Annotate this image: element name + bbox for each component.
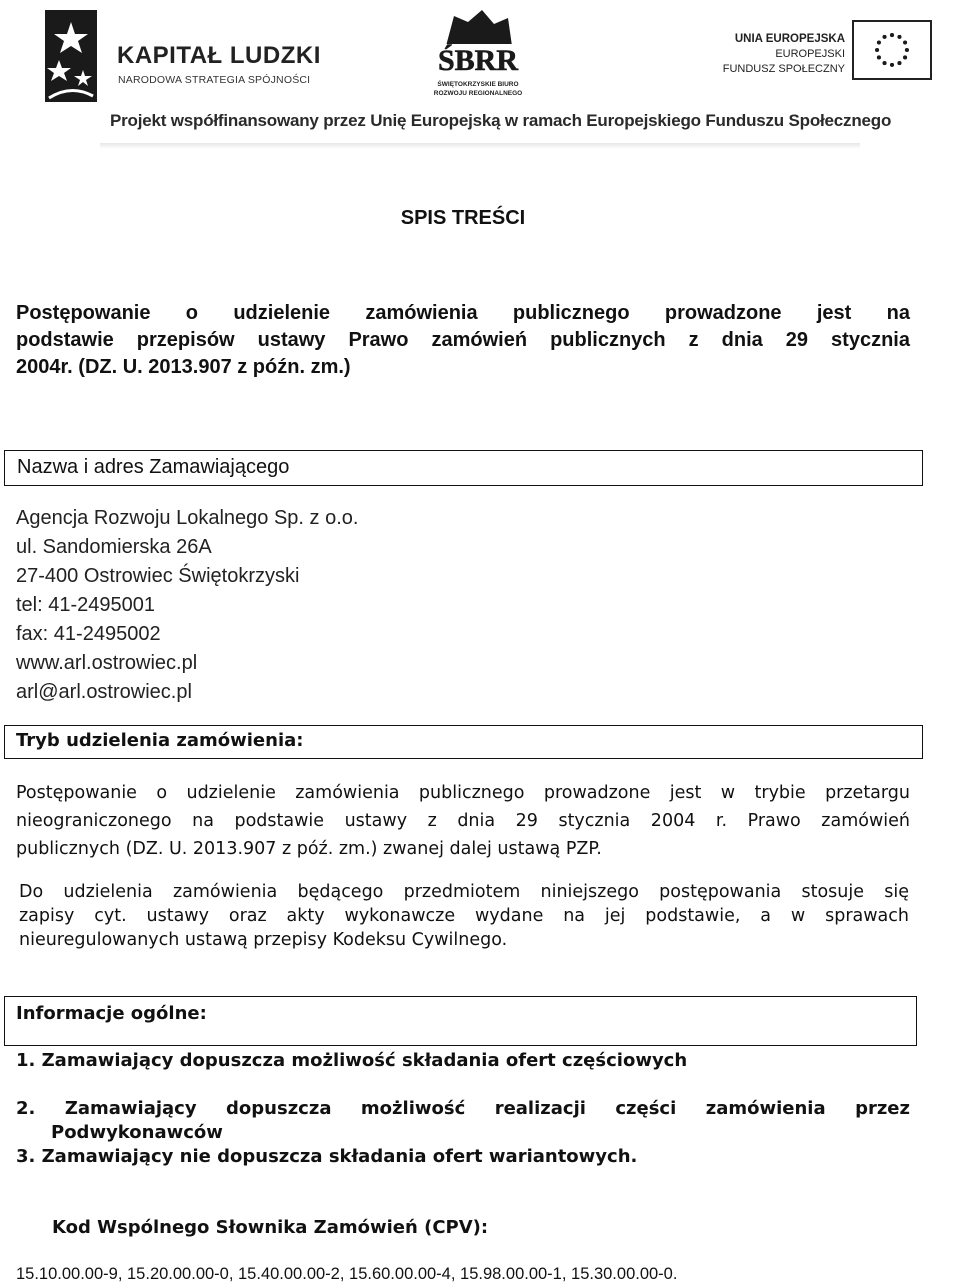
- header-divider: [100, 143, 860, 149]
- address-line: ul. Sandomierska 26A: [16, 536, 212, 558]
- cofinancing-statement: Projekt współfinansowany przez Unię Europejską w ramach Europejskiego Funduszu Społecznego: [110, 111, 892, 130]
- section-heading-box-contracting-authority: [4, 450, 923, 486]
- kapital-ludzki-emblem-icon: [45, 10, 97, 102]
- address-line: www.arl.ostrowiec.pl: [16, 652, 198, 674]
- cpv-codes: 15.10.00.00-9, 15.20.00.00-0, 15.40.00.00-2, 15.60.00.00-4, 15.98.00.00-1, 15.30.00.00-0.: [16, 1265, 678, 1283]
- contracting-authority-address: [16, 504, 358, 707]
- section-heading-box-procedure: [4, 725, 923, 759]
- applicable-law-line: zapisy cyt. ustawy oraz akty wykonawcze wydane na jej podstawie, a w sprawach: [19, 906, 909, 926]
- applicable-law-line: nieuregulowanych ustawą przepisy Kodeksu Cywilnego.: [19, 930, 508, 950]
- sbrr-logo: [428, 8, 528, 100]
- general-info-item-2-line-2: Podwykonawców: [51, 1122, 223, 1143]
- general-info-item-2-line-1: 2. Zamawiający dopuszcza możliwość realizacji części zamówienia przez: [16, 1098, 910, 1119]
- eu-flag-icon: [852, 20, 932, 80]
- kapital-ludzki-logo: [45, 10, 321, 105]
- ue-line-3: FUNDUSZ SPOŁECZNY: [722, 63, 845, 75]
- kapital-ludzki-subtitle: NARODOWA STRATEGIA SPÓJNOŚCI: [118, 74, 311, 86]
- document-title: SPIS TREŚCI: [400, 207, 526, 229]
- address-line: Agencja Rozwoju Lokalnego Sp. z o.o.: [16, 507, 359, 529]
- sbrr-line-1: ŚWIĘTOKRZYSKIE BIURO: [437, 81, 519, 88]
- kapital-ludzki-title: KAPITAŁ LUDZKI: [117, 42, 321, 69]
- applicable-law-line: Do udzielenia zamówienia będącego przedmiotem niniejszego postępowania stosuje się: [19, 882, 909, 902]
- address-line: arl@arl.ostrowiec.pl: [16, 681, 192, 703]
- cpv-heading: Kod Wspólnego Słownika Zamówień (CPV):: [52, 1217, 489, 1238]
- address-line: tel: 41-2495001: [16, 594, 156, 616]
- section-heading-general-info: Informacje ogólne:: [16, 1003, 207, 1024]
- legal-basis-paragraph: [16, 300, 910, 381]
- address-line: 27-400 Ostrowiec Świętokrzyski: [16, 565, 300, 587]
- procedure-paragraph: [16, 779, 910, 863]
- document-header: [0, 0, 960, 155]
- applicable-law-paragraph: [19, 880, 909, 952]
- ue-line-2: EUROPEJSKI: [775, 48, 845, 60]
- section-heading-contracting-authority: Nazwa i adres Zamawiającego: [17, 456, 290, 478]
- general-info-item-2: [16, 1097, 910, 1145]
- section-heading-box-general-info: [4, 996, 917, 1046]
- general-info-item-3: 3. Zamawiający nie dopuszcza składania ofert wariantowych.: [16, 1146, 638, 1167]
- ue-line-1: UNIA EUROPEJSKA: [734, 33, 845, 45]
- section-heading-procedure: Tryb udzielenia zamówienia:: [16, 730, 304, 751]
- procedure-line: Postępowanie o udzielenie zamówienia publicznego prowadzone jest w trybie przetargu: [16, 783, 910, 803]
- sbrr-emblem-icon: [428, 8, 528, 80]
- procedure-line: publicznych (DZ. U. 2013.907 z póź. zm.) zwanej dalej ustawą PZP.: [16, 839, 602, 859]
- legal-line: podstawie przepisów ustawy Prawo zamówień publicznych z dnia 29 stycznia: [16, 329, 910, 351]
- sbrr-line-2: ROZWOJU REGIONALNEGO: [433, 90, 523, 97]
- address-line: fax: 41-2495002: [16, 623, 161, 645]
- eu-logo: [722, 20, 940, 90]
- legal-line: 2004r. (DZ. U. 2013.907 z późn. zm.): [16, 356, 351, 378]
- procedure-line: nieograniczonego na podstawie ustawy z dnia 29 stycznia 2004 r. Prawo zamówień: [16, 811, 910, 831]
- legal-line: Postępowanie o udzielenie zamówienia publicznego prowadzone jest na: [16, 302, 910, 324]
- sbrr-logo-text: ŚBRR: [437, 44, 519, 77]
- general-info-item-1: 1. Zamawiający dopuszcza możliwość składania ofert częściowych: [16, 1050, 688, 1071]
